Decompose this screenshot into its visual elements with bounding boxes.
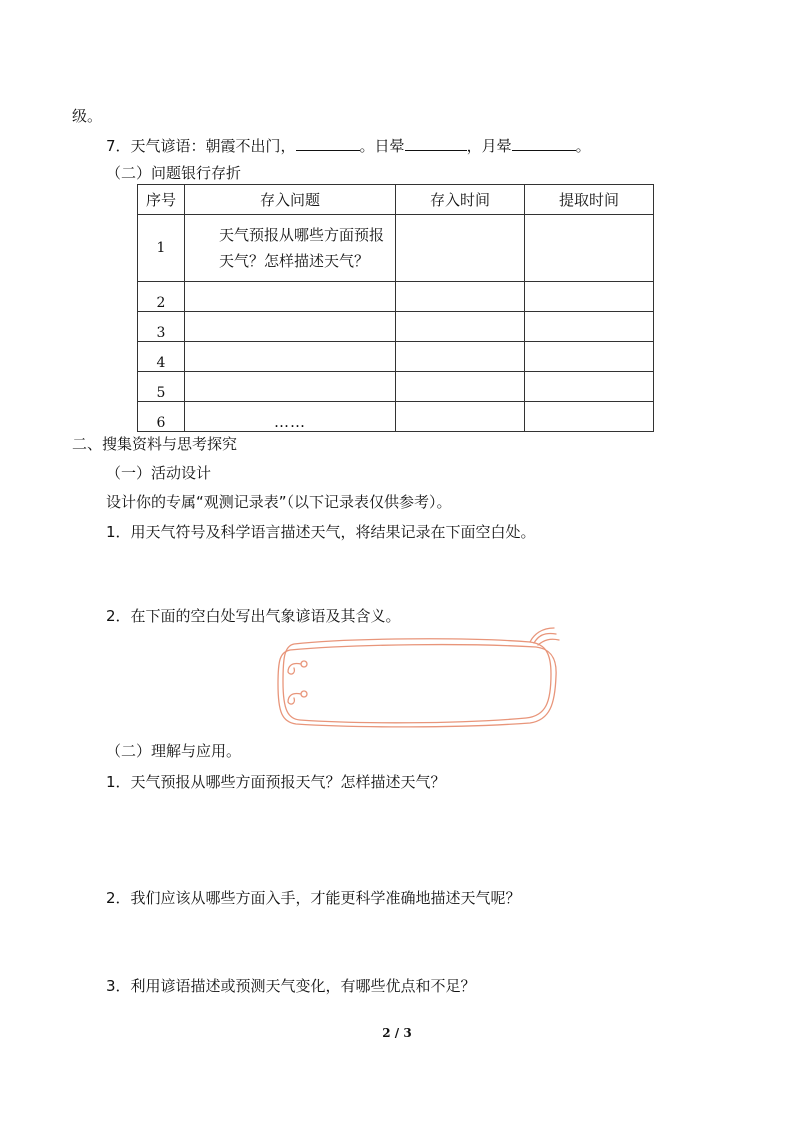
row-number: 2 (138, 282, 185, 312)
application-question-1: 1．天气预报从哪些方面预报天气？怎样描述天气？ (106, 773, 446, 791)
item-7-text-d: 。 (575, 137, 591, 155)
continued-text: 级。 (72, 107, 103, 125)
withdraw-time-cell[interactable] (525, 372, 654, 402)
answer-blank-2[interactable] (405, 136, 467, 151)
header-withdraw-time: 提取时间 (525, 185, 654, 215)
deposit-time-cell[interactable] (396, 372, 525, 402)
item-7-text-c: ，月晕 (466, 137, 512, 155)
decorative-note-frame (268, 624, 560, 728)
row-number: 4 (138, 342, 185, 372)
deposit-time-cell[interactable] (396, 282, 525, 312)
question-cell[interactable] (185, 312, 396, 342)
item-7-text-b: 。日晕 (359, 137, 405, 155)
item-7 (106, 136, 591, 156)
question-cell[interactable] (185, 342, 396, 372)
deposit-time-cell[interactable] (396, 312, 525, 342)
question-cell[interactable] (185, 372, 396, 402)
withdraw-time-cell[interactable] (525, 215, 654, 282)
header-deposit-time: 存入时间 (396, 185, 525, 215)
answer-blank-3[interactable] (512, 136, 576, 151)
deposit-time-cell[interactable] (396, 402, 525, 432)
question-bank-table (137, 184, 654, 432)
bank-heading: （二）问题银行存折 (106, 164, 242, 182)
application-question-3: 3．利用谚语描述或预测天气变化，有哪些优点和不足？ (106, 977, 476, 995)
deposit-time-cell[interactable] (396, 215, 525, 282)
table-row (138, 342, 654, 372)
design-intro: 设计你的专属“观测记录表”（以下记录表仅供参考）。 (106, 493, 452, 511)
question-cell[interactable] (185, 282, 396, 312)
activity-question-2: 2．在下面的空白处写出气象谚语及其含义。 (106, 607, 401, 625)
header-no: 序号 (138, 185, 185, 215)
row-number: 1 (138, 215, 185, 282)
question-text: 天气预报从哪些方面预报天气？怎样描述天气？ (219, 226, 385, 270)
header-question: 存入问题 (185, 185, 396, 215)
table-row (138, 402, 654, 432)
deposit-time-cell[interactable] (396, 342, 525, 372)
row-number: 5 (138, 372, 185, 402)
row-number: 3 (138, 312, 185, 342)
question-cell-ellipsis[interactable]: …… (185, 402, 396, 432)
table-row (138, 372, 654, 402)
table-row (138, 215, 654, 282)
activity-question-1: 1．用天气符号及科学语言描述天气，将结果记录在下面空白处。 (106, 523, 536, 541)
page-number: 2 / 3 (382, 1026, 412, 1040)
row-number: 6 (138, 402, 185, 432)
answer-blank-1[interactable] (296, 136, 360, 151)
withdraw-time-cell[interactable] (525, 312, 654, 342)
table-header-row (138, 185, 654, 215)
table-row (138, 312, 654, 342)
understanding-heading: （二）理解与应用。 (106, 742, 242, 760)
table-row (138, 282, 654, 312)
activity-design-heading: （一）活动设计 (106, 464, 212, 482)
withdraw-time-cell[interactable] (525, 402, 654, 432)
item-7-text-a: 7．天气谚语：朝霞不出门， (106, 137, 296, 155)
withdraw-time-cell[interactable] (525, 342, 654, 372)
question-cell[interactable] (185, 215, 396, 282)
application-question-2: 2．我们应该从哪些方面入手，才能更科学准确地描述天气呢？ (106, 889, 521, 907)
section-2-heading: 二、搜集资料与思考探究 (72, 435, 238, 453)
withdraw-time-cell[interactable] (525, 282, 654, 312)
